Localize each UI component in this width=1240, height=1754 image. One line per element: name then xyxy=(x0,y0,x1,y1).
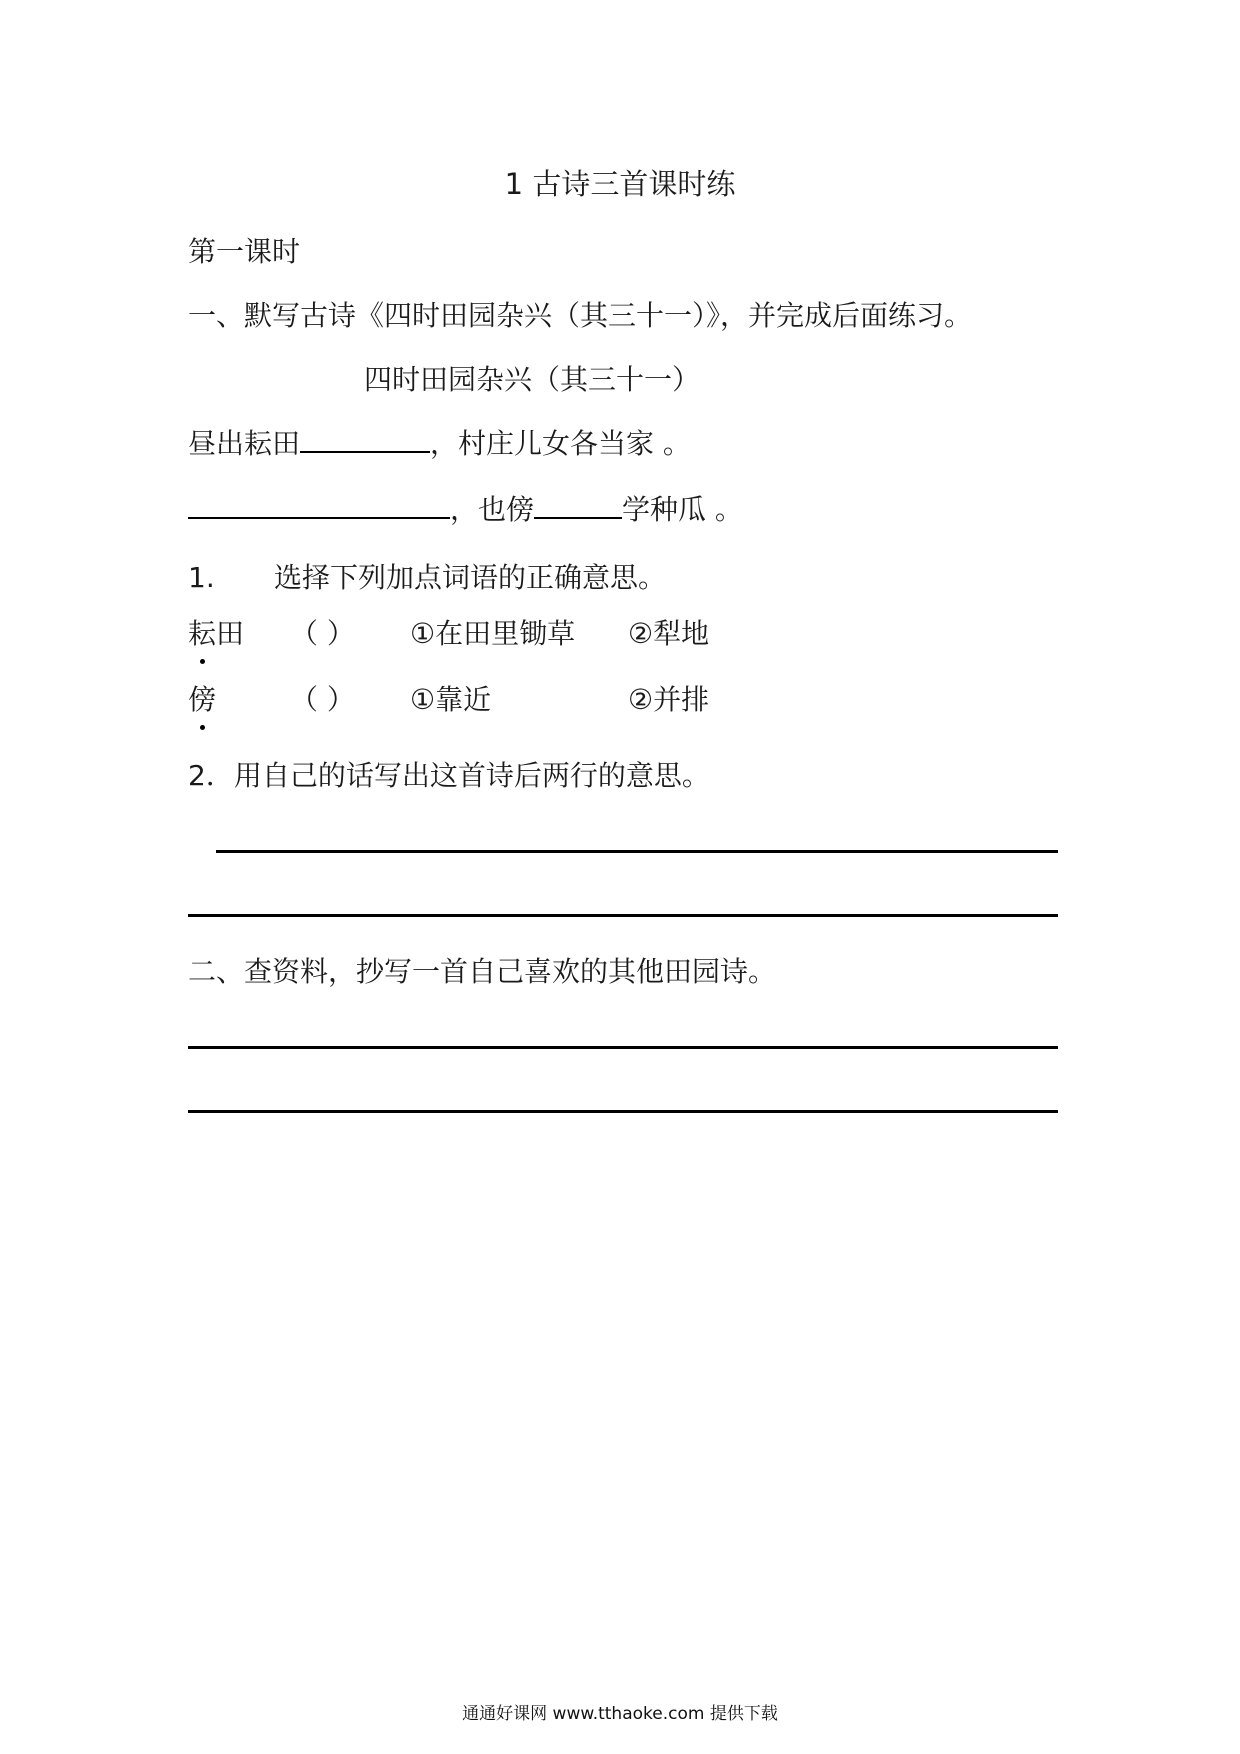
answer-line[interactable] xyxy=(188,1046,1058,1049)
emphasis-dot xyxy=(200,725,205,730)
footer-credit: 通通好课网 www.tthaoke.com 提供下载 xyxy=(462,1704,778,1724)
section-1-heading: 一、默写古诗《四时田园杂兴（其三十一）》，并完成后面练习。 xyxy=(188,299,973,332)
q1-row-1-word xyxy=(188,614,244,654)
option-1: ①靠近 xyxy=(410,683,492,716)
poem-line-1-end: ，村庄儿女各当家 。 xyxy=(430,427,691,460)
poem-line-2-mid: ，也傍 xyxy=(450,493,535,526)
poem-line-2 xyxy=(188,490,743,530)
answer-line[interactable] xyxy=(216,850,1058,853)
dotted-word: 傍 xyxy=(188,680,216,720)
question-1-number: 1. xyxy=(188,561,215,594)
emphasis-dot xyxy=(200,659,205,664)
option-2: ②犁地 xyxy=(628,617,710,650)
answer-line[interactable] xyxy=(188,914,1058,917)
question-1-prompt: 选择下列加点词语的正确意思。 xyxy=(274,561,667,594)
lesson-label: 第一课时 xyxy=(188,235,301,268)
option-1: ①在田里锄草 xyxy=(410,617,576,650)
section-2-heading: 二、查资料，抄写一首自己喜欢的其他田园诗。 xyxy=(188,955,777,988)
poem-line-1-start: 昼出耘田 xyxy=(188,427,301,460)
fill-blank-3[interactable] xyxy=(534,491,622,519)
poem-line-2-end: 学种瓜 。 xyxy=(622,493,743,526)
answer-paren[interactable]: （ ） xyxy=(290,683,355,716)
answer-line[interactable] xyxy=(188,1110,1058,1113)
dotted-word: 耘田 xyxy=(188,614,244,654)
poem-title: 四时田园杂兴（其三十一） xyxy=(364,363,701,396)
fill-blank-2[interactable] xyxy=(188,491,450,519)
poem-line-1 xyxy=(188,424,691,464)
answer-paren[interactable]: （ ） xyxy=(290,617,355,650)
q1-row-2-word xyxy=(188,680,216,720)
fill-blank-1[interactable] xyxy=(300,425,430,453)
question-2-prompt: 2．用自己的话写出这首诗后两行的意思。 xyxy=(188,759,710,792)
option-2: ②并排 xyxy=(628,683,710,716)
question-1 xyxy=(188,558,666,598)
page-title: 1 古诗三首课时练 xyxy=(504,167,736,201)
